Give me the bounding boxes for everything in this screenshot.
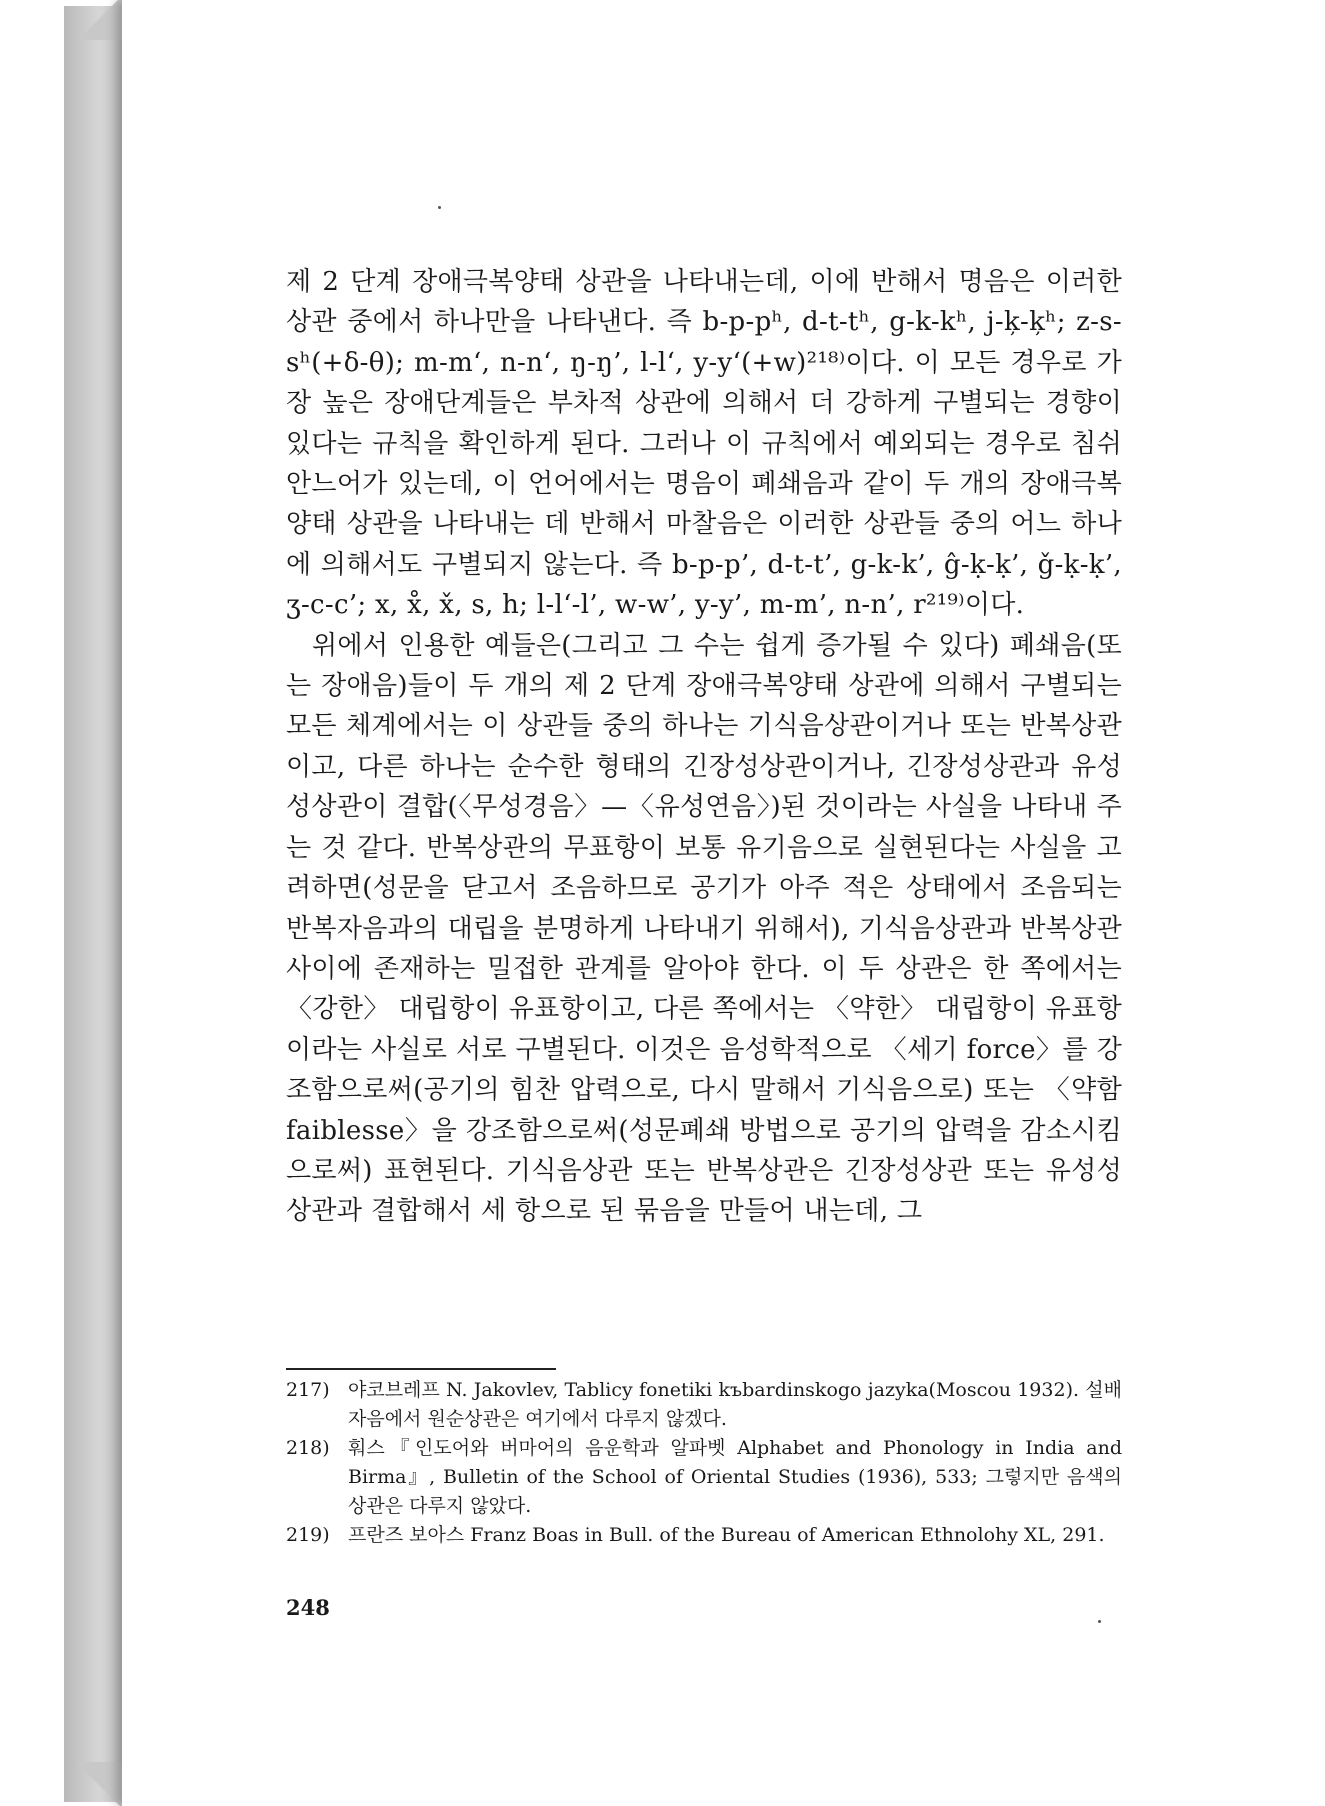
- footnote-number: 217): [286, 1379, 330, 1401]
- footnote-number: 219): [286, 1524, 330, 1546]
- paragraph-2: 위에서 인용한 예들은(그리고 그 수는 쉽게 증가될 수 있다) 폐쇄음(또는 장애음)들이 두 개의 제 2 단계 장애극복양태 상관에 의해서 구별되는 모든 체계에서는 이 상관들 중의 하나는 기식음상관이거나 또는 반복상관이고, 다른 하나는 순수한 형태의 긴장성상관이거나, 긴장성상관과 유성성상관이 결합(〈무성경음〉—〈유성연음〉)된 것이라는 사실을 나타내 주는 것 같다. 반복상관의 무표항이 보통 유기음으로 실현된다는 사실을 고려하면(성문을 닫고서 조음하므로 공기가 아주 적은 상태에서 조음되는 반복자음과의 대립을 분명하게 나타내기 위해서), 기식음상관과 반복상관 사이에 존재하는 밀접한 관계를 알아야 한다. 이 두 상관은 한 쪽에서는 〈강한〉 대립항이 유표항이고, 다른 쪽에서는 〈약한〉 대립항이 유표항이라는 사실로 서로 구별된다. 이것은 음성학적으로 〈세기 force〉를 강조함으로써(공기의 힘찬 압력으로, 다시 말해서 기식음으로) 또는 〈약함 faiblesse〉을 강조함으로써(성문폐쇄 방법으로 공기의 압력을 감소시킴으로써) 표현된다. 기식음상관 또는 반복상관은 긴장성상관 또는 유성성상관과 결합해서 세 항으로 된 묶음을 만들어 내는데, 그: [286, 630, 1122, 1227]
- footnote-number: 218): [286, 1437, 330, 1459]
- footnote-217: [286, 1376, 1122, 1434]
- book-spine-edge: [64, 6, 122, 1802]
- footnote-text: 훠스『인도어와 버마어의 음운학과 알파벳 Alphabet and Phonology in India and Birma』, Bulletin of the School of Oriental Studies (1936), 533; 그렇지만 음색의 상관은 다루지 않았다.: [348, 1437, 1122, 1517]
- footnotes: [286, 1376, 1122, 1550]
- page-speck: [438, 206, 441, 209]
- page-speck: [1098, 1620, 1101, 1623]
- paragraph-1: 제 2 단계 장애극복양태 상관을 나타내는데, 이에 반해서 명음은 이러한 상관 중에서 하나만을 나타낸다. 즉 b-p-pʰ, d-t-tʰ, g-k-kʰ, j-ķ-ķʰ; z-s-sʰ(+δ-θ); m-m‘, n-n‘, ŋ-ŋ’, l-l‘, y-y‘(+w)²¹⁸⁾이다. 이 모든 경우로 가장 높은 장애단계들은 부차적 상관에 의해서 더 강하게 구별되는 경향이 있다는 규칙을 확인하게 된다. 그러나 이 규칙에서 예외되는 경우로 침쉬안느어가 있는데, 이 언어에서는 명음이 폐쇄음과 같이 두 개의 장애극복양태 상관을 나타내는 데 반해서 마찰음은 이러한 상관들 중의 어느 하나에 의해서도 구별되지 않는다. 즉 b-p-p’, d-t-t’, g-k-k’, ĝ-ḳ-ḳ’, ǧ-ḳ-ḳ’, ʒ-c-c’; x, x̊, x̌, s, h; l-l‘-l’, w-w’, y-y’, m-m’, n-n’, r²¹⁹⁾이다.: [286, 267, 1122, 621]
- body-text: [286, 262, 1122, 1232]
- footnote-divider: [286, 1368, 556, 1370]
- footnote-text: 프란즈 보아스 Franz Boas in Bull. of the Bureau of American Ethnolohy XL, 291.: [348, 1524, 1105, 1546]
- footnote-219: [286, 1521, 1122, 1550]
- footnote-text: 야코브레프 N. Jakovlev, Tablicy fonetiki kъbardinskogo jazyka(Moscou 1932). 설배자음에서 원순상관은 여기에서 다루지 않겠다.: [348, 1379, 1122, 1430]
- footnote-218: [286, 1434, 1122, 1521]
- page-number: 248: [286, 1595, 330, 1620]
